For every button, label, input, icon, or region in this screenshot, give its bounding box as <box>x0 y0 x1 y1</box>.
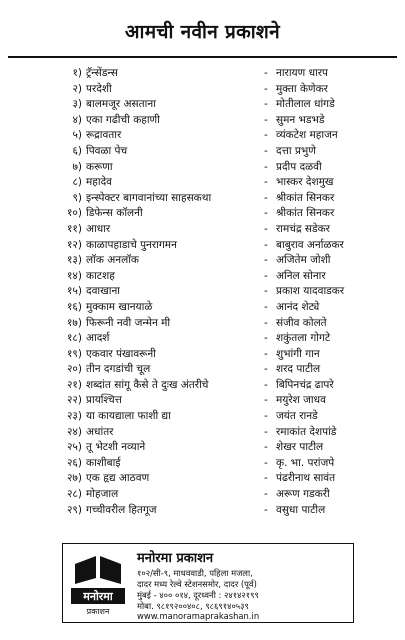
book-title: प्रायश्चित्त <box>86 394 122 407</box>
author-dash: - <box>264 394 268 407</box>
book-author: व्यंकटेश महाजन <box>276 129 338 142</box>
book-title: शब्दांत सांगू कैसे ते दुःख अंतरीचे <box>86 378 209 391</box>
author-dash: - <box>264 82 268 95</box>
book-number: १९) <box>66 347 82 360</box>
website-link[interactable]: www.manoramaprakashan.in <box>137 611 260 621</box>
list-item <box>8 66 397 82</box>
book-author: श्रीकांत सिनकर <box>276 207 335 220</box>
list-item <box>8 393 397 409</box>
book-number: ८) <box>72 176 82 189</box>
list-item <box>8 300 397 316</box>
list-item <box>8 456 397 472</box>
address-line-2: दादर मध्य रेल्वे स्टेशनसमोर, दादर (पूर्व) <box>137 579 257 589</box>
book-author: अरूण गडकरी <box>276 488 330 501</box>
book-title: काशीबाई <box>86 456 121 469</box>
author-dash: - <box>264 207 268 220</box>
list-item <box>8 238 397 254</box>
book-title: डिफेन्स कॉलनी <box>86 207 143 220</box>
book-author: वसुधा पाटील <box>276 503 326 516</box>
book-number: ५) <box>72 129 82 142</box>
list-item <box>8 128 397 144</box>
list-item <box>8 487 397 503</box>
address-line-3: मुंबई - ४०० ०१४, दूरध्वनी : २४१४२१९९ <box>137 590 259 600</box>
author-dash: - <box>264 269 268 282</box>
book-list <box>8 66 397 518</box>
book-author: अनिल सोनार <box>276 269 326 282</box>
book-number: २) <box>72 82 82 95</box>
book-number: २२) <box>66 394 82 407</box>
book-title: पिवळा पेच <box>86 144 128 157</box>
list-item <box>8 440 397 456</box>
book-number: ६) <box>72 144 82 157</box>
book-title: अधांतर <box>86 425 114 438</box>
list-item <box>8 253 397 269</box>
book-author: बिपिनचंद्र ढापरे <box>276 378 334 391</box>
book-title: इन्स्पेक्टर बागवानांच्या साहसकथा <box>86 191 212 204</box>
list-item <box>8 378 397 394</box>
book-author: प्रदीप दळवी <box>276 160 322 173</box>
address-line-1: १०२/सी-९, माधववाडी, पहिला मजला, <box>137 568 253 578</box>
book-author: मोतीलाल धांगडे <box>276 98 335 111</box>
book-author: शुभांगी गान <box>276 347 320 360</box>
book-title: काटशह <box>86 269 115 282</box>
author-dash: - <box>264 113 268 126</box>
book-author: मुक्ता केणेकर <box>276 82 328 95</box>
book-author: मयुरेश जाधव <box>276 394 326 407</box>
book-author: रमाकांत देशपांडे <box>276 425 337 438</box>
book-title: करूणा <box>86 160 113 173</box>
address-line-4: मोबा. ९८१९२००४०८, ९८६९१४०५३९ <box>137 601 249 611</box>
book-number: २५) <box>66 441 82 454</box>
book-author: प्रकाश यादवाडकर <box>276 285 345 298</box>
author-dash: - <box>264 503 268 516</box>
list-item <box>8 191 397 207</box>
book-author: शरद पाटील <box>276 363 321 376</box>
book-title: मोहजाल <box>86 488 119 501</box>
book-author: पंढरीनाथ सावंत <box>276 472 336 485</box>
book-number: २३) <box>66 410 82 423</box>
book-number: २९) <box>66 503 82 516</box>
list-item <box>8 471 397 487</box>
author-dash: - <box>264 129 268 142</box>
book-number: १८) <box>66 332 82 345</box>
book-author: भास्कर देशमुख <box>276 176 334 189</box>
book-author: आनंद शेट्ये <box>276 300 320 313</box>
author-dash: - <box>264 456 268 469</box>
author-dash: - <box>264 300 268 313</box>
book-number: १) <box>72 67 82 79</box>
book-number: ३) <box>72 98 82 111</box>
book-title: काळापहाडाचे पुनरागमन <box>86 238 177 251</box>
list-item <box>8 82 397 98</box>
list-item <box>8 425 397 441</box>
book-author: शकुंतला गोगटे <box>276 332 331 345</box>
book-title: फिरूनी नवी जन्मेन मी <box>86 316 171 329</box>
author-dash: - <box>264 316 268 329</box>
book-number: २०) <box>66 363 82 376</box>
book-number: १६) <box>66 300 82 313</box>
author-dash: - <box>264 160 268 173</box>
book-title: आधार <box>86 222 111 235</box>
list-item <box>8 362 397 378</box>
book-title: लॉक अनलॉक <box>86 254 139 267</box>
book-title: या कायद्याला फाशी द्या <box>86 410 171 423</box>
logo-word: मनोरमा <box>83 590 113 603</box>
book-number: १५) <box>66 285 82 298</box>
book-author: श्रीकांत सिनकर <box>276 191 335 204</box>
title-bar <box>8 6 397 58</box>
book-title: रूद्रावतार <box>86 129 122 142</box>
book-title: तू भेटशी नव्याने <box>86 441 146 454</box>
book-author: शेखर पाटील <box>276 441 324 454</box>
book-title: महादेव <box>86 176 112 189</box>
author-dash: - <box>264 488 268 501</box>
author-dash: - <box>264 441 268 454</box>
book-title: दवाखाना <box>86 285 120 298</box>
book-number: २८) <box>66 488 82 501</box>
book-title: एका गढीची कहाणी <box>86 113 160 126</box>
book-number: ११) <box>66 222 82 235</box>
book-author: दत्ता प्रभुणे <box>276 144 316 157</box>
book-title: बालमजूर असताना <box>86 98 156 111</box>
book-author: कृ. भा. परांजपे <box>276 456 335 469</box>
author-dash: - <box>264 285 268 298</box>
book-author: संजीव कोलते <box>276 316 327 329</box>
list-item <box>8 144 397 160</box>
list-item <box>8 316 397 332</box>
author-dash: - <box>264 144 268 157</box>
list-item <box>8 409 397 425</box>
logo-sub: प्रकाशन <box>86 607 110 616</box>
list-item <box>8 97 397 113</box>
book-number: २६) <box>66 456 82 469</box>
list-item <box>8 160 397 176</box>
list-item <box>8 175 397 191</box>
author-dash: - <box>264 378 268 391</box>
author-dash: - <box>264 363 268 376</box>
book-number: २४) <box>66 425 82 438</box>
author-dash: - <box>264 410 268 423</box>
list-item <box>8 222 397 238</box>
book-number: २१) <box>66 378 82 391</box>
page-title: आमची नवीन प्रकाशने <box>125 21 280 43</box>
book-title: आदर्श <box>86 332 110 345</box>
author-dash: - <box>264 254 268 267</box>
book-number: २७) <box>66 472 82 485</box>
list-item <box>8 284 397 300</box>
list-item <box>8 206 397 222</box>
author-dash: - <box>264 222 268 235</box>
book-number: ७) <box>72 160 82 173</box>
list-item <box>8 503 397 519</box>
list-item <box>8 347 397 363</box>
book-number: १२) <box>66 238 82 251</box>
author-dash: - <box>264 238 268 251</box>
book-author: रामचंद्र सडेकर <box>276 222 330 235</box>
book-title: गच्चीवरील हितगूज <box>86 503 157 516</box>
list-item <box>8 269 397 285</box>
list-item <box>8 113 397 129</box>
book-author: सुमन भडभडे <box>276 113 325 126</box>
book-title: एक हृद्य आठवण <box>86 472 150 485</box>
author-dash: - <box>264 472 268 485</box>
publisher-box <box>62 543 354 623</box>
book-list-page <box>8 6 397 634</box>
book-number: १४) <box>66 269 82 282</box>
book-author: नारायण धारप <box>276 67 329 79</box>
author-dash: - <box>264 332 268 345</box>
author-dash: - <box>264 425 268 438</box>
author-dash: - <box>264 191 268 204</box>
book-author: अजितेम जोशी <box>276 254 331 267</box>
book-title: मुक्काम खानयाळे <box>86 300 153 313</box>
publisher-logo-icon <box>67 550 129 618</box>
book-title: परदेशी <box>86 82 112 95</box>
publisher-name: मनोरमा प्रकाशन <box>137 551 214 566</box>
book-title: एकवार पंखावरूनी <box>86 347 156 360</box>
book-title: ट्रॅन्सेंडन्स <box>86 67 118 79</box>
list-item <box>8 331 397 347</box>
book-title: तीन दगडांची चूल <box>86 363 151 376</box>
book-number: १०) <box>66 207 82 220</box>
book-number: १७) <box>66 316 82 329</box>
book-author: बाबुराव अर्नाळकर <box>276 238 344 251</box>
author-dash: - <box>264 67 268 79</box>
author-dash: - <box>264 176 268 189</box>
book-number: ९) <box>72 191 82 204</box>
author-dash: - <box>264 347 268 360</box>
book-number: ४) <box>72 113 82 126</box>
author-dash: - <box>264 98 268 111</box>
book-author: जयंत रानडे <box>276 410 318 423</box>
book-number: १३) <box>66 254 82 267</box>
